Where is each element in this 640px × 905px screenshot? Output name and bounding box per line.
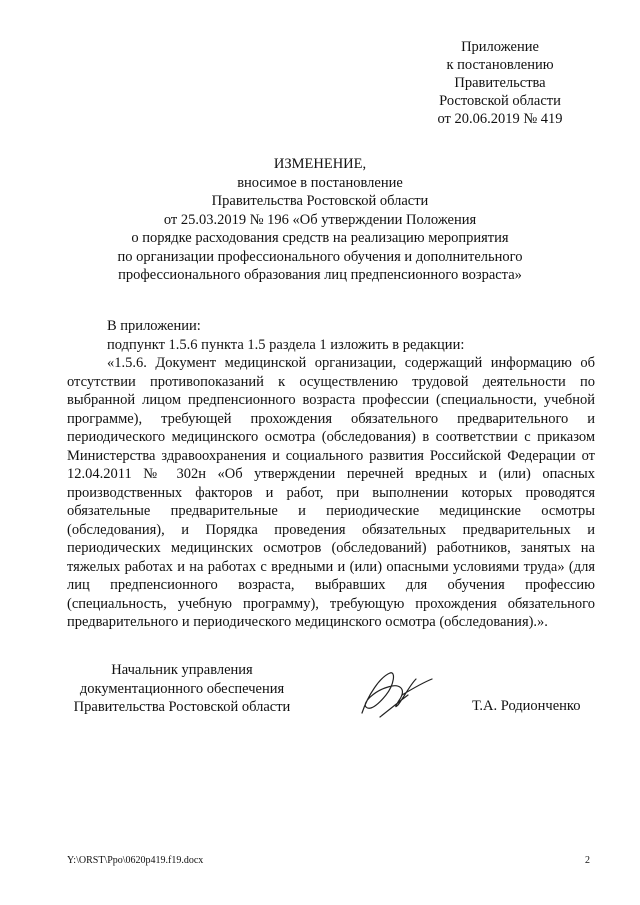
appendix-line: от 20.06.2019 № 419 [437, 111, 563, 127]
document-body [67, 317, 595, 632]
handwritten-signature [350, 665, 440, 725]
position-line: Правительства Ростовской области [73, 699, 291, 715]
body-subpoint: подпункт 1.5.6 пункта 1.5 раздела 1 изложить в редакции: [107, 336, 465, 353]
heading-line: о порядке расходования средств на реализацию мероприятия [131, 230, 509, 246]
body-paragraph: «1.5.6. Документ медицинской организации, содержащий информацию об отсутствии противопоказаний к осуществлению трудовой деятельности по выбранной лицом предпенсионного возраста профессии (специальности, учебной программе), требующей прохождения обязательного предварительного и периодического медицинского осмотра (обследования) в соответствии с приказом Министерства здравоохранения и социального развития Российской Федерации от 12.04.2011 № 302н «Об утверждении перечней вредных и (или) опасных производственных факторов и работ, при выполнении которых проводятся обязательные предварительные и периодические медицинские осмотры (обследования), и Порядка проведения обязательных предварительных и периодических медицинских осмотров (обследований) работников, занятых на тяжелых работах и на работах с вредными и (или) опасными условиями труда» (для лиц предпенсионного возраста, выбравших для обучения профессию (специальность, учебную программу), требующую прохождения обязательного предварительного и периодического медицинского осмотра (обследования).». [67, 355, 595, 630]
appendix-header [405, 38, 595, 128]
heading-line: профессионального образования лиц предпенсионного возраста» [118, 267, 522, 283]
appendix-line: Ростовской области [439, 93, 561, 109]
appendix-line: к постановлению [446, 57, 554, 73]
heading-line: вносимое в постановление [237, 174, 403, 191]
heading-line: от 25.03.2019 № 196 «Об утверждении Положения [163, 211, 477, 228]
footer-file-path: Y:\ORST\Ppo\0620p419.f19.docx [67, 855, 204, 866]
footer-page-number: 2 [585, 855, 590, 866]
signer-name: Т.А. Родионченко [472, 698, 581, 714]
position-line: Начальник управления [111, 662, 253, 678]
heading-title: ИЗМЕНЕНИЕ, [273, 156, 367, 172]
heading-line: Правительства Ростовской области [211, 193, 429, 209]
position-line: документационного обеспечения [79, 680, 285, 697]
appendix-line: Приложение [461, 39, 539, 55]
appendix-line: Правительства [454, 75, 546, 91]
document-heading [95, 155, 545, 285]
body-intro: В приложении: [107, 318, 201, 334]
heading-line: по организации профессионального обучения и дополнительного [117, 248, 523, 265]
signer-position [62, 661, 302, 717]
